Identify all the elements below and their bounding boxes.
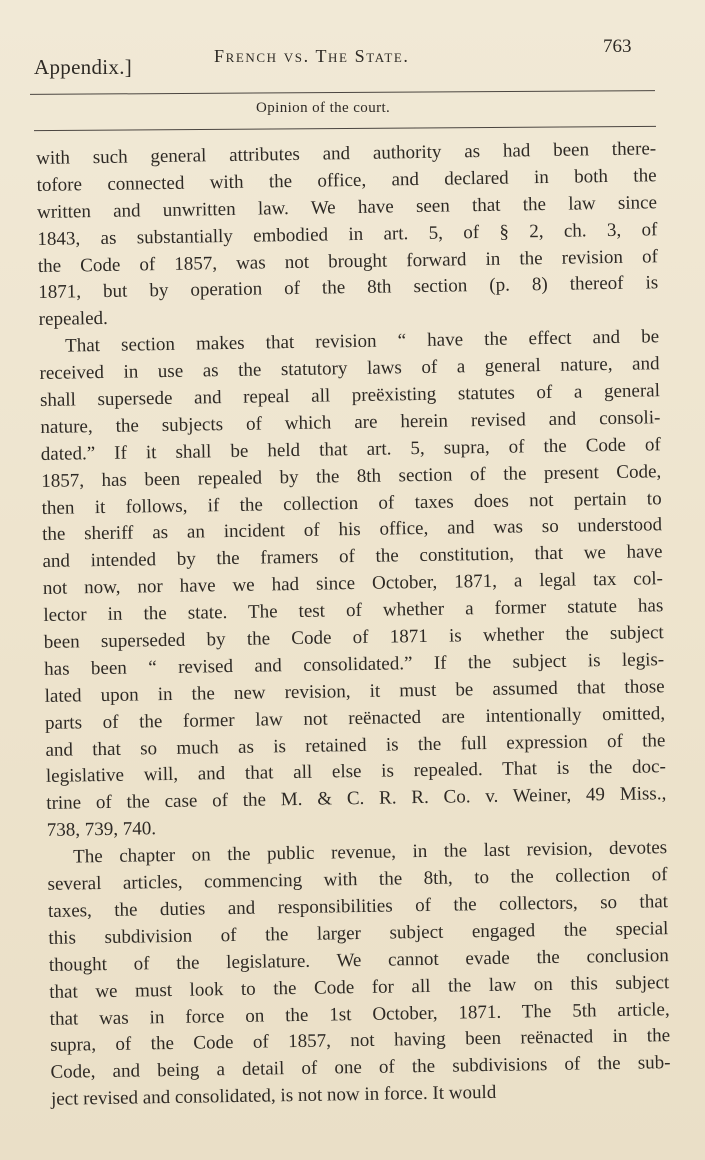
text-line: 1843, as substantially embodied in art. 5, of § 2, ch. 3, of	[37, 218, 658, 250]
text-line: several articles, commencing with the 8th, to the collection of	[47, 864, 668, 895]
opinion-text	[36, 136, 671, 1114]
text-line: has been “ revised and consolidated.” If the subject is legis-	[44, 649, 665, 680]
text-line: received in use as the statutory laws of a general nature, and	[39, 353, 660, 385]
text-line: legislative will, and that all else is repealed. That is the doc-	[45, 756, 666, 788]
text-line: supra, of the Code of 1857, not having been reënacted in the	[49, 1025, 671, 1057]
text-line: That section makes that revision “ have the effect and be	[64, 326, 660, 357]
text-line: ject revised and consolidated, is not now in force. It would	[50, 1082, 497, 1111]
page-number: 763	[603, 36, 632, 57]
text-line: and intended by the framers of the constitution, that we have	[42, 541, 663, 573]
section-subheading: Opinion of the court.	[256, 100, 391, 116]
text-line: not now, nor have we had since October, 1871, a legal tax col-	[42, 568, 664, 600]
running-head	[0, 0, 705, 85]
text-line: 1857, has been repealed by the 8th section of the present Code,	[41, 460, 662, 492]
text-line: thought of the legislature. We cannot evade the conclusion	[48, 944, 669, 976]
text-line: that was in force on the 1st October, 1871. The 5th article,	[49, 998, 670, 1030]
text-line: this subdivision of the larger subject engaged the special	[48, 917, 669, 949]
text-line: dated.” If it shall be held that art. 5, supra, of the Code of	[40, 434, 661, 465]
text-line: the Code of 1857, was not brought forward in the revision of	[37, 245, 658, 277]
text-line: tofore connected with the office, and declared in both the	[36, 165, 657, 196]
text-line: written and unwritten law. We have seen that the law since	[36, 192, 658, 223]
text-line: been superseded by the Code of 1871 is whether the subject	[43, 622, 664, 653]
text-line: with such general attributes and authority as had been there-	[36, 138, 657, 169]
text-line: that we must look to the Code for all the law on this subject	[49, 971, 670, 1003]
paragraph	[47, 835, 671, 1114]
text-line: repealed.	[38, 308, 108, 331]
text-line: 1871, but by operation of the 8th section (p. 8) thereof is	[38, 272, 659, 304]
text-line: Code, and being a detail of one of the subdivisions of the sub-	[50, 1052, 671, 1084]
running-head-section: Appendix.]	[34, 55, 133, 79]
text-line: taxes, the duties and responsibilities of the collectors, so that	[47, 891, 669, 922]
running-head-case-title: French vs. The State.	[214, 46, 410, 66]
text-line: lector in the state. The test of whether a former statute has	[43, 595, 664, 627]
header-rule-bottom	[34, 126, 656, 131]
text-line: The chapter on the public revenue, in the last revision, devotes	[73, 837, 668, 868]
paragraph	[36, 136, 659, 334]
text-line: trine of the case of the M. & C. R. R. Co. v. Weiner, 49 Miss.,	[46, 783, 667, 815]
paragraph	[39, 324, 667, 845]
text-line: lated upon in the new revision, it must be assumed that those	[44, 676, 665, 707]
text-line: the sheriff as an incident of his office, and was so understood	[41, 514, 663, 546]
text-line: then it follows, if the collection of taxes does not pertain to	[41, 487, 662, 519]
text-line: 738, 739, 740.	[46, 818, 157, 842]
text-line: parts of the former law not reënacted are intentionally omitted,	[44, 702, 666, 734]
header-rule-top	[30, 90, 655, 95]
text-line: shall supersede and repeal all preëxisting statutes of a general	[39, 380, 661, 411]
text-line: and that so much as is retained is the full expression of the	[45, 729, 666, 761]
text-line: nature, the subjects of which are herein revised and consoli-	[40, 407, 661, 438]
